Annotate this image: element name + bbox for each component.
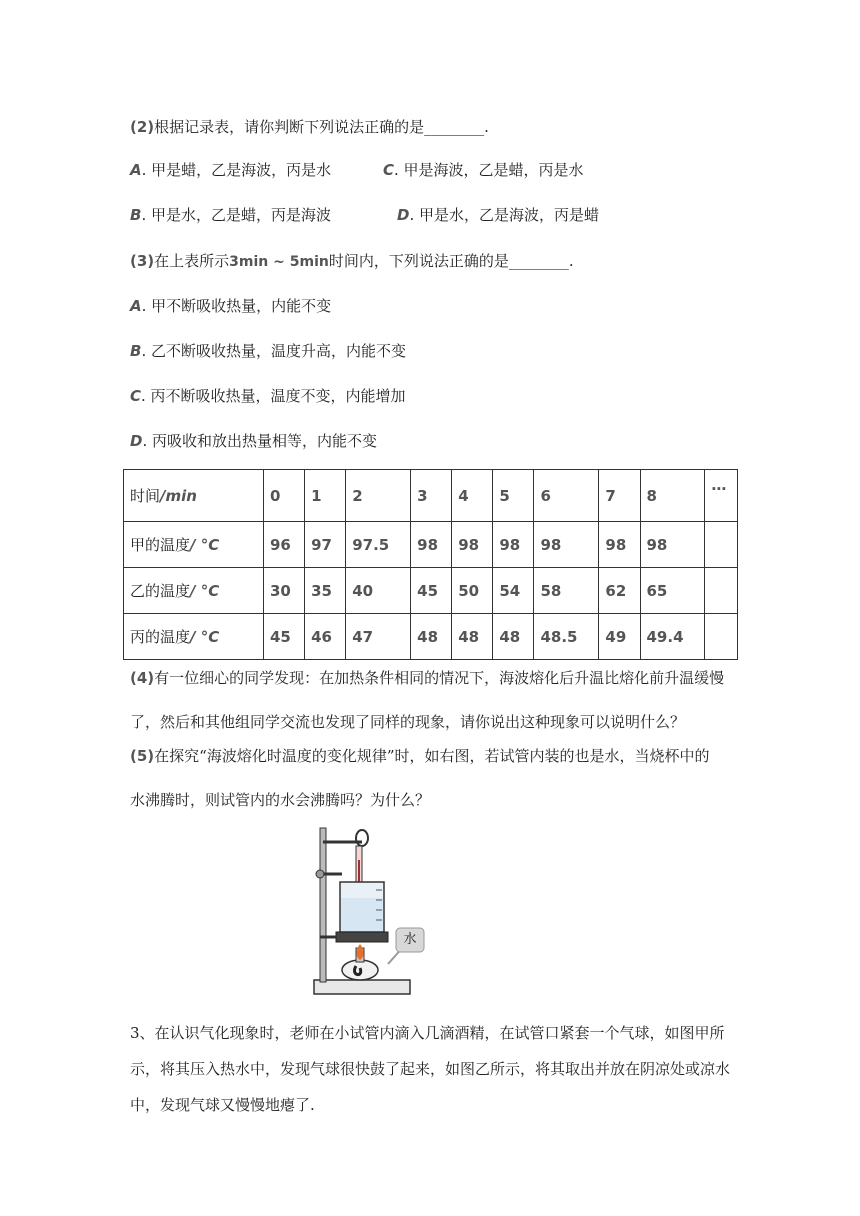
table-cell: 35 bbox=[305, 568, 346, 614]
table-cell bbox=[705, 522, 738, 568]
question-3-paragraph bbox=[130, 1015, 730, 1123]
table-cell: 0 bbox=[264, 470, 305, 522]
question-text: 有一位细心的同学发现：在加热条件相同的情况下，海波熔化后升温比熔化前升温缓慢 bbox=[154, 669, 725, 687]
option-letter: B bbox=[130, 342, 142, 360]
water-label: 水 bbox=[403, 932, 417, 947]
paragraph-line: 3、在认识气化现象时，老师在小试管内滴入几滴酒精，在试管口紧套一个气球，如图甲所 bbox=[130, 1024, 725, 1042]
table-cell: 98 bbox=[534, 522, 599, 568]
table-cell: 62 bbox=[599, 568, 640, 614]
option-text: . 甲是水，乙是蜡，丙是海波 bbox=[141, 206, 331, 224]
table-cell: 48 bbox=[493, 614, 534, 660]
row-label: 丙的温度 bbox=[130, 628, 191, 646]
question-text: 时间内，下列说法正确的是________. bbox=[328, 252, 574, 270]
option-row bbox=[130, 295, 331, 317]
option-row bbox=[130, 340, 406, 362]
table-cell: 49.4 bbox=[640, 614, 705, 660]
boiling-apparatus-illustration bbox=[300, 820, 440, 1005]
header-label: 时间 bbox=[130, 487, 161, 505]
question-3 bbox=[130, 250, 574, 273]
time-range: 3min ~ 5min bbox=[229, 254, 329, 270]
table-cell: 45 bbox=[411, 568, 452, 614]
table-cell: 97.5 bbox=[346, 522, 411, 568]
table-cell: 98 bbox=[411, 522, 452, 568]
table-cell: 98 bbox=[452, 522, 493, 568]
table-cell: 40 bbox=[346, 568, 411, 614]
question-text: 在探究“海波熔化时温度的变化规律”时，如右图，若试管内装的也是水，当烧杯中的 bbox=[154, 747, 710, 765]
table-cell: 49 bbox=[599, 614, 640, 660]
option-row bbox=[130, 385, 406, 407]
table-cell bbox=[705, 614, 738, 660]
table-cell: 98 bbox=[599, 522, 640, 568]
table-cell: 54 bbox=[493, 568, 534, 614]
table-cell: 98 bbox=[640, 522, 705, 568]
option-text: . 丙吸收和放出热量相等，内能不变 bbox=[142, 432, 377, 450]
paragraph-line: 中，发现气球又慢慢地瘪了. bbox=[130, 1096, 315, 1114]
table-cell: 4 bbox=[452, 470, 493, 522]
row-unit: / °C bbox=[190, 582, 220, 600]
table-cell: 8 bbox=[640, 470, 705, 522]
option-text: . 甲是水，乙是海波，丙是蜡 bbox=[409, 206, 599, 224]
table-row-label bbox=[124, 522, 264, 568]
question-number: (3) bbox=[130, 252, 155, 270]
temperature-table bbox=[123, 469, 738, 660]
question-line bbox=[130, 738, 730, 774]
table-cell: 5 bbox=[493, 470, 534, 522]
question-number: (4) bbox=[130, 669, 155, 687]
table-header-row bbox=[124, 470, 738, 522]
table-cell: 6 bbox=[534, 470, 599, 522]
table-row bbox=[124, 522, 738, 568]
question-text: 在上表所示 bbox=[154, 252, 230, 270]
table-cell: 48 bbox=[411, 614, 452, 660]
table-cell: 50 bbox=[452, 568, 493, 614]
table-cell: 47 bbox=[346, 614, 411, 660]
question-line: 水沸腾时，则试管内的水会沸腾吗？为什么？ bbox=[130, 791, 431, 809]
question-4 bbox=[130, 660, 730, 740]
table-cell: 98 bbox=[493, 522, 534, 568]
option-text: . 甲是蜡，乙是海波，丙是水 bbox=[141, 161, 332, 179]
option-letter: A bbox=[130, 161, 142, 179]
table-row-label bbox=[124, 568, 264, 614]
question-number: (2) bbox=[130, 118, 155, 136]
table-cell: 46 bbox=[305, 614, 346, 660]
table-cell: 3 bbox=[411, 470, 452, 522]
table-header-cell bbox=[124, 470, 264, 522]
row-label: 甲的温度 bbox=[130, 536, 191, 554]
option-row bbox=[130, 204, 331, 226]
table-cell bbox=[705, 568, 738, 614]
option-row bbox=[383, 159, 584, 181]
option-text: . 甲不断吸收热量，内能不变 bbox=[141, 297, 332, 315]
table-cell: 30 bbox=[264, 568, 305, 614]
table-cell: 7 bbox=[599, 470, 640, 522]
row-label: 乙的温度 bbox=[130, 582, 191, 600]
table-cell: 45 bbox=[264, 614, 305, 660]
table-row bbox=[124, 614, 738, 660]
option-letter: C bbox=[383, 161, 395, 179]
question-5 bbox=[130, 738, 730, 818]
table-cell: … bbox=[705, 470, 738, 522]
option-letter: B bbox=[130, 206, 142, 224]
question-line: 了，然后和其他组同学交流也发现了同样的现象，请你说出这种现象可以说明什么？ bbox=[130, 713, 686, 731]
table-row bbox=[124, 568, 738, 614]
option-letter: D bbox=[397, 206, 410, 224]
table-row-label bbox=[124, 614, 264, 660]
option-row bbox=[130, 430, 377, 452]
table-cell: 48 bbox=[452, 614, 493, 660]
table-cell: 58 bbox=[534, 568, 599, 614]
apparatus-figure bbox=[300, 820, 440, 1005]
table-cell: 2 bbox=[346, 470, 411, 522]
option-text: . 乙不断吸收热量，温度升高，内能不变 bbox=[141, 342, 406, 360]
question-number: (5) bbox=[130, 747, 155, 765]
row-unit: / °C bbox=[190, 628, 220, 646]
table-cell: 97 bbox=[305, 522, 346, 568]
option-text: . 丙不断吸收热量，温度不变，内能增加 bbox=[141, 387, 406, 405]
option-row bbox=[130, 159, 331, 181]
question-2 bbox=[130, 116, 489, 138]
table-cell: 96 bbox=[264, 522, 305, 568]
paragraph-line: 示，将其压入热水中，发现气球很快鼓了起来，如图乙所示，将其取出并放在阴凉处或凉水 bbox=[130, 1060, 731, 1078]
row-unit: / °C bbox=[190, 536, 220, 554]
option-letter: A bbox=[130, 297, 142, 315]
option-letter: D bbox=[130, 432, 143, 450]
option-row bbox=[397, 204, 599, 226]
table-cell: 1 bbox=[305, 470, 346, 522]
header-unit: /min bbox=[160, 487, 197, 505]
question-text: 根据记录表，请你判断下列说法正确的是________. bbox=[154, 118, 489, 136]
option-text: . 甲是海波，乙是蜡，丙是水 bbox=[394, 161, 584, 179]
question-line bbox=[130, 660, 730, 696]
table-cell: 48.5 bbox=[534, 614, 599, 660]
option-letter: C bbox=[130, 387, 142, 405]
table-cell: 65 bbox=[640, 568, 705, 614]
